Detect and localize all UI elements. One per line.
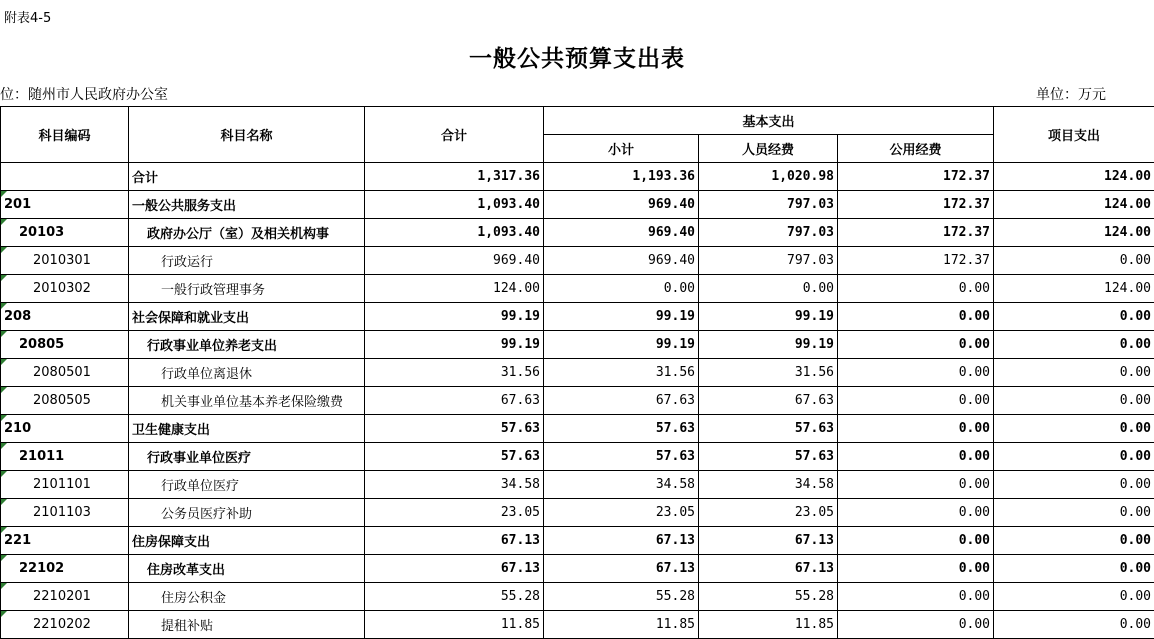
cell-code (1, 415, 129, 443)
cell-name: 机关事业单位基本养老保险缴费 (129, 387, 365, 415)
code-text: 2080501 (33, 365, 91, 380)
cell-public: 172.37 (838, 191, 994, 219)
cell-project: 0.00 (994, 331, 1154, 359)
cell-subtotal: 23.05 (544, 499, 699, 527)
header-total: 合计 (365, 107, 544, 163)
expenditure-table (0, 106, 1154, 639)
cell-name: 提租补贴 (129, 611, 365, 639)
cell-personnel: 0.00 (699, 275, 838, 303)
table-row (1, 191, 1154, 219)
comment-marker-icon (1, 499, 7, 505)
comment-marker-icon (1, 219, 7, 225)
header-name: 科目名称 (129, 107, 365, 163)
cell-total: 1,093.40 (365, 191, 544, 219)
code-text: 2101103 (33, 505, 91, 520)
header-public: 公用经费 (838, 135, 994, 163)
cell-subtotal: 99.19 (544, 331, 699, 359)
header-subtotal: 小计 (544, 135, 699, 163)
cell-name: 行政单位离退休 (129, 359, 365, 387)
cell-name: 住房改革支出 (129, 555, 365, 583)
table-row (1, 527, 1154, 555)
comment-marker-icon (1, 387, 7, 393)
code-text: 21011 (19, 449, 65, 464)
cell-public: 0.00 (838, 583, 994, 611)
code-text: 210 (4, 421, 32, 436)
cell-subtotal: 99.19 (544, 303, 699, 331)
cell-total: 67.13 (365, 527, 544, 555)
cell-personnel: 797.03 (699, 219, 838, 247)
table-row (1, 415, 1154, 443)
table-row (1, 499, 1154, 527)
comment-marker-icon (1, 247, 7, 253)
cell-code (1, 555, 129, 583)
table-row (1, 555, 1154, 583)
cell-name: 行政事业单位医疗 (129, 443, 365, 471)
cell-public: 0.00 (838, 471, 994, 499)
cell-project: 124.00 (994, 163, 1154, 191)
cell-public: 0.00 (838, 527, 994, 555)
comment-marker-icon (1, 583, 7, 589)
cell-public: 0.00 (838, 443, 994, 471)
table-row (1, 359, 1154, 387)
header-code: 科目编码 (1, 107, 129, 163)
comment-marker-icon (1, 303, 7, 309)
cell-project: 0.00 (994, 387, 1154, 415)
cell-total: 55.28 (365, 583, 544, 611)
code-text: 201 (4, 197, 32, 212)
cell-total: 31.56 (365, 359, 544, 387)
cell-subtotal: 969.40 (544, 191, 699, 219)
cell-project: 0.00 (994, 583, 1154, 611)
table-row (1, 387, 1154, 415)
code-text: 20103 (19, 225, 65, 240)
cell-project: 124.00 (994, 191, 1154, 219)
cell-project: 0.00 (994, 247, 1154, 275)
cell-public: 0.00 (838, 303, 994, 331)
table-row (1, 275, 1154, 303)
cell-project: 124.00 (994, 275, 1154, 303)
cell-name: 一般公共服务支出 (129, 191, 365, 219)
cell-code (1, 247, 129, 275)
code-text: 22102 (19, 561, 65, 576)
table-row (1, 303, 1154, 331)
cell-code (1, 443, 129, 471)
cell-public: 0.00 (838, 415, 994, 443)
cell-personnel: 23.05 (699, 499, 838, 527)
cell-project: 0.00 (994, 415, 1154, 443)
cell-code (1, 219, 129, 247)
unit-name: 位：随州市人民政府办公室 (0, 87, 168, 103)
cell-code (1, 331, 129, 359)
cell-name: 政府办公厅（室）及相关机构事 (129, 219, 365, 247)
cell-name: 合计 (129, 163, 365, 191)
cell-name: 行政运行 (129, 247, 365, 275)
comment-marker-icon (1, 415, 7, 421)
cell-personnel: 55.28 (699, 583, 838, 611)
cell-subtotal: 11.85 (544, 611, 699, 639)
cell-total: 1,093.40 (365, 219, 544, 247)
comment-marker-icon (1, 555, 7, 561)
cell-subtotal: 34.58 (544, 471, 699, 499)
cell-name: 住房公积金 (129, 583, 365, 611)
table-row (1, 611, 1154, 639)
cell-subtotal: 969.40 (544, 247, 699, 275)
cell-subtotal: 31.56 (544, 359, 699, 387)
cell-name: 行政单位医疗 (129, 471, 365, 499)
cell-code (1, 387, 129, 415)
cell-code (1, 303, 129, 331)
cell-total: 969.40 (365, 247, 544, 275)
attachment-label: 附表4-5 (4, 11, 52, 26)
cell-subtotal: 0.00 (544, 275, 699, 303)
cell-personnel: 31.56 (699, 359, 838, 387)
cell-subtotal: 969.40 (544, 219, 699, 247)
cell-code (1, 191, 129, 219)
cell-subtotal: 67.63 (544, 387, 699, 415)
cell-code (1, 499, 129, 527)
cell-project: 0.00 (994, 555, 1154, 583)
cell-personnel: 1,020.98 (699, 163, 838, 191)
cell-personnel: 797.03 (699, 247, 838, 275)
page-title: 一般公共预算支出表 (469, 46, 685, 72)
code-text: 2080505 (33, 393, 91, 408)
cell-name: 行政事业单位养老支出 (129, 331, 365, 359)
code-text: 2101101 (33, 477, 91, 492)
comment-marker-icon (1, 443, 7, 449)
cell-project: 0.00 (994, 611, 1154, 639)
cell-code (1, 611, 129, 639)
cell-total: 67.13 (365, 555, 544, 583)
cell-project: 0.00 (994, 443, 1154, 471)
cell-project: 124.00 (994, 219, 1154, 247)
table-body (1, 163, 1154, 639)
comment-marker-icon (1, 191, 7, 197)
cell-public: 0.00 (838, 555, 994, 583)
cell-project: 0.00 (994, 499, 1154, 527)
cell-name: 公务员医疗补助 (129, 499, 365, 527)
cell-subtotal: 67.13 (544, 527, 699, 555)
table-row (1, 163, 1154, 191)
cell-code (1, 163, 129, 191)
cell-subtotal: 1,193.36 (544, 163, 699, 191)
cell-public: 0.00 (838, 611, 994, 639)
cell-name: 住房保障支出 (129, 527, 365, 555)
cell-subtotal: 55.28 (544, 583, 699, 611)
code-text: 2210202 (33, 617, 91, 632)
cell-total: 11.85 (365, 611, 544, 639)
cell-name: 卫生健康支出 (129, 415, 365, 443)
cell-total: 23.05 (365, 499, 544, 527)
cell-public: 172.37 (838, 219, 994, 247)
header-personnel: 人员经费 (699, 135, 838, 163)
cell-personnel: 11.85 (699, 611, 838, 639)
cell-public: 0.00 (838, 359, 994, 387)
cell-personnel: 57.63 (699, 443, 838, 471)
cell-total: 1,317.36 (365, 163, 544, 191)
cell-personnel: 67.13 (699, 555, 838, 583)
cell-total: 57.63 (365, 415, 544, 443)
code-text: 2010301 (33, 253, 91, 268)
cell-total: 99.19 (365, 303, 544, 331)
cell-total: 67.63 (365, 387, 544, 415)
cell-personnel: 67.63 (699, 387, 838, 415)
code-text: 2010302 (33, 281, 91, 296)
table-row (1, 247, 1154, 275)
table-row (1, 219, 1154, 247)
cell-total: 34.58 (365, 471, 544, 499)
code-text: 2210201 (33, 589, 91, 604)
table-row (1, 443, 1154, 471)
comment-marker-icon (1, 527, 7, 533)
code-text: 208 (4, 309, 32, 324)
table-row (1, 583, 1154, 611)
cell-personnel: 99.19 (699, 331, 838, 359)
cell-personnel: 34.58 (699, 471, 838, 499)
cell-subtotal: 57.63 (544, 443, 699, 471)
cell-project: 0.00 (994, 471, 1154, 499)
header-basic: 基本支出 (544, 107, 994, 135)
cell-personnel: 67.13 (699, 527, 838, 555)
cell-public: 172.37 (838, 247, 994, 275)
cell-personnel: 797.03 (699, 191, 838, 219)
cell-name: 社会保障和就业支出 (129, 303, 365, 331)
cell-code (1, 583, 129, 611)
comment-marker-icon (1, 359, 7, 365)
cell-code (1, 359, 129, 387)
comment-marker-icon (1, 275, 7, 281)
code-text: 20805 (19, 337, 65, 352)
table-row (1, 331, 1154, 359)
cell-project: 0.00 (994, 359, 1154, 387)
cell-personnel: 57.63 (699, 415, 838, 443)
cell-personnel: 99.19 (699, 303, 838, 331)
table-row (1, 471, 1154, 499)
cell-code (1, 275, 129, 303)
cell-public: 0.00 (838, 331, 994, 359)
cell-code (1, 527, 129, 555)
comment-marker-icon (1, 471, 7, 477)
comment-marker-icon (1, 331, 7, 337)
cell-name: 一般行政管理事务 (129, 275, 365, 303)
cell-total: 99.19 (365, 331, 544, 359)
cell-public: 172.37 (838, 163, 994, 191)
header-project: 项目支出 (994, 107, 1154, 163)
cell-subtotal: 57.63 (544, 415, 699, 443)
comment-marker-icon (1, 611, 7, 617)
cell-public: 0.00 (838, 499, 994, 527)
cell-total: 57.63 (365, 443, 544, 471)
code-text: 221 (4, 533, 32, 548)
cell-project: 0.00 (994, 303, 1154, 331)
cell-code (1, 471, 129, 499)
cell-public: 0.00 (838, 275, 994, 303)
cell-total: 124.00 (365, 275, 544, 303)
currency-unit: 单位：万元 (1036, 87, 1106, 103)
cell-public: 0.00 (838, 387, 994, 415)
cell-subtotal: 67.13 (544, 555, 699, 583)
cell-project: 0.00 (994, 527, 1154, 555)
